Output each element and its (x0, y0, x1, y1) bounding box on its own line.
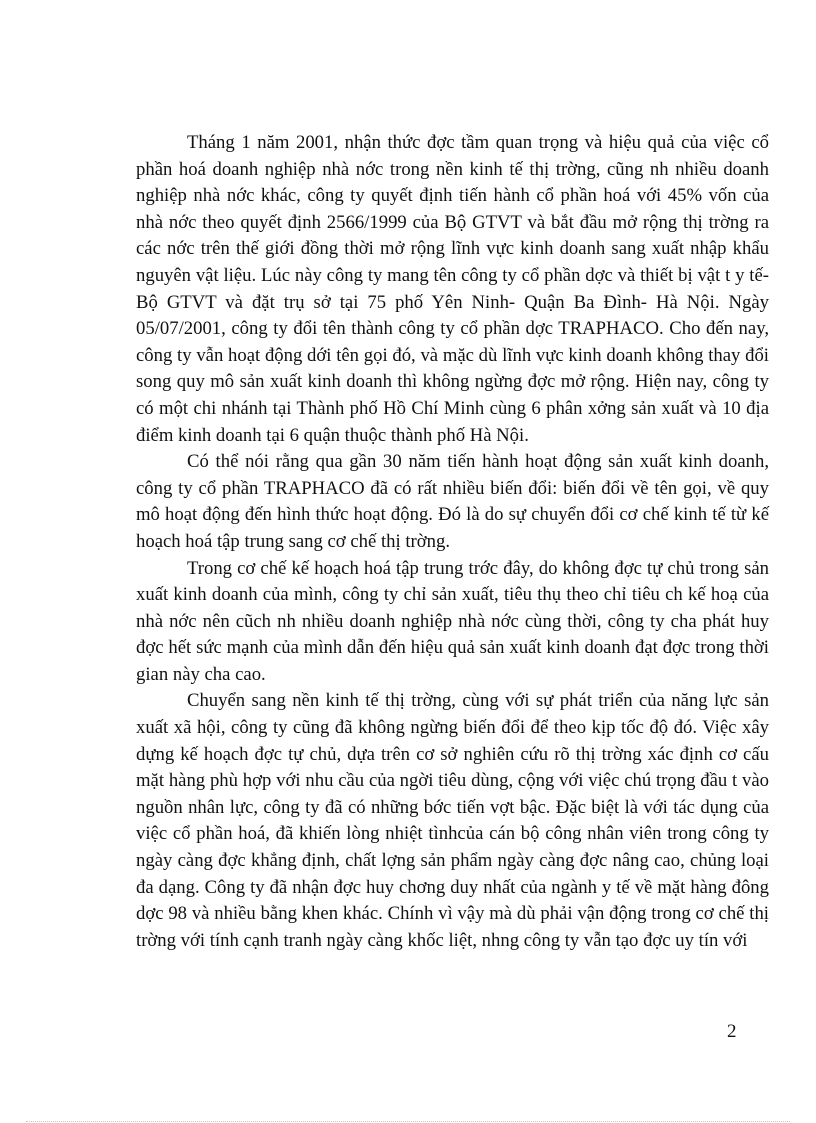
paragraph-4: Chuyển sang nền kinh tế thị trờng, cùng với sự phát triển của năng lực sản xuất xã hội, công ty cũng đã không ngừng biến đổi để theo kịp tốc độ đó. Việc xây dựng kế hoạch đợc tự chủ, dựa trên cơ sở nghiên cứu rõ thị trờng xác định cơ cấu mặt hàng phù hợp với nhu cầu của ngời tiêu dùng, cộng với việc chú trọng đầu t vào nguồn nhân lực, công ty đã có những bớc tiến vợt bậc. Đặc biệt là với tác dụng của việc cổ phần hoá, đã khiến lòng nhiệt tìnhcủa cán bộ công nhân viên trong công ty ngày càng đợc khẳng định, chất lợng sản phẩm ngày càng đợc nâng cao, chủng loại đa dạng. Công ty đã nhận đợc huy chơng duy nhất của ngành y tế về mặt hàng đông dợc 98 và nhiều bằng khen khác. Chính vì vậy mà dù phải vận động trong cơ chế thị trờng với tính cạnh tranh ngày càng khốc liệt, nhng công ty vẫn tạo đợc uy tín với (136, 690, 769, 951)
page-bottom-divider (26, 1121, 790, 1122)
paragraph-2: Có thể nói rằng qua gần 30 năm tiến hành hoạt động sản xuất kinh doanh, công ty cổ phần TRAPHACO đã có rất nhiều biến đổi: biến đổi về tên gọi, về quy mô hoạt động đến hình thức hoạt động. Đó là do sự chuyển đổi cơ chế kinh tế từ kế hoạch hoá tập trung sang cơ chế thị trờng. (136, 451, 769, 552)
paragraph-1: Tháng 1 năm 2001, nhận thức đợc tầm quan trọng và hiệu quả của việc cổ phần hoá doanh nghiệp nhà nớc trong nền kinh tế thị trờng, cũng nh nhiều doanh nghiệp nhà nớc khác, công ty quyết định tiến hành cổ phần hoá với 45% vốn của nhà nớc theo quyết định 2566/1999 của Bộ GTVT và bắt đầu mở rộng thị trờng ra các nớc trên thế giới đồng thời mở rộng lĩnh vực kinh doanh sang xuất nhập khẩu nguyên vật liệu. Lúc này công ty mang tên công ty cổ phần dợc và thiết bị vật t y tế-Bộ GTVT và đặt trụ sở tại 75 phố Yên Ninh- Quận Ba Đình- Hà Nội. Ngày 05/07/2001, công ty đổi tên thành công ty cổ phần dợc TRAPHACO. Cho đến nay, công ty vẫn hoạt động dới tên gọi đó, và mặc dù lĩnh vực kinh doanh không thay đổi song quy mô sản xuất kinh doanh thì không ngừng đợc mở rộng. Hiện nay, công ty có một chi nhánh tại Thành phố Hồ Chí Minh cùng 6 phân xởng sản xuất và 10 địa điểm kinh doanh tại 6 quận thuộc thành phố Hà Nội. (136, 132, 769, 446)
body-text (136, 130, 769, 954)
page-number: 2 (727, 1021, 737, 1042)
paragraph-3: Trong cơ chế kế hoạch hoá tập trung trớc đây, do không đợc tự chủ trong sản xuất kinh doanh của mình, công ty chỉ sản xuất, tiêu thụ theo chỉ tiêu ch kế hoạ của nhà nớc nên cũch nh nhiều doanh nghiệp nhà nớc cùng thời, công ty cha phát huy đợc hết sức mạnh của mình dẫn đến hiệu quả sản xuất kinh doanh đạt đợc trong thời gian này cha cao. (136, 557, 769, 685)
